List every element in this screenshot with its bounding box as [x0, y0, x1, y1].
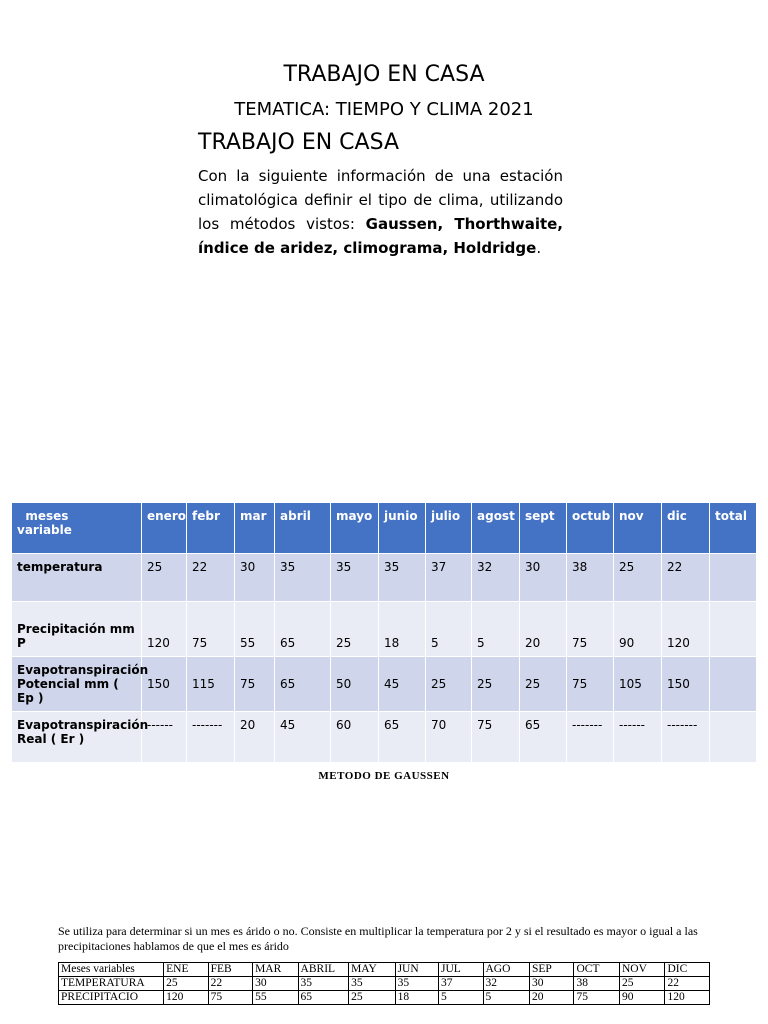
- table-row: [12, 657, 757, 712]
- gaussen-month: OCT: [574, 963, 619, 977]
- table-cell: -------: [187, 712, 235, 763]
- intro-text: Con la siguiente información de una estación climatológica definir el tipo de clima, utilizando los métodos vistos:: [198, 167, 563, 233]
- month-header: junio: [379, 503, 426, 554]
- document-title: TRABAJO EN CASA: [283, 62, 485, 87]
- table-cell: 5: [472, 602, 520, 657]
- gaussen-cell: 35: [395, 977, 438, 991]
- gaussen-row: [59, 991, 710, 1005]
- row-label: Evapotranspiración Real ( Er ): [12, 712, 142, 763]
- gaussen-header-row: [59, 963, 710, 977]
- gaussen-cell: 38: [574, 977, 619, 991]
- row-label: Evapotranspiración Potencial mm ( Ep ): [12, 657, 142, 712]
- month-header: abril: [275, 503, 331, 554]
- table-cell: 65: [275, 657, 331, 712]
- table-cell: 75: [567, 657, 614, 712]
- table-cell: -------: [662, 712, 710, 763]
- gaussen-row-label: PRECIPITACIO: [59, 991, 164, 1005]
- month-header: enero: [142, 503, 187, 554]
- gaussen-month: DIC: [665, 963, 710, 977]
- section-title: TRABAJO EN CASA: [198, 130, 400, 155]
- gaussen-cell: 120: [665, 991, 710, 1005]
- table-cell: 75: [235, 657, 275, 712]
- intro-methods: Gaussen, Thorthwaite, índice de aridez, climograma, Holdridge: [198, 215, 563, 257]
- table-cell: 18: [379, 602, 426, 657]
- intro-paragraph: [198, 164, 563, 260]
- gaussen-cell: 90: [619, 991, 664, 1005]
- table-cell: 25: [520, 657, 567, 712]
- month-header: mar: [235, 503, 275, 554]
- gaussen-month: MAY: [349, 963, 396, 977]
- gaussen-month: ENE: [164, 963, 208, 977]
- table-cell: 120: [662, 602, 710, 657]
- table-cell: 65: [379, 712, 426, 763]
- table-cell: 45: [379, 657, 426, 712]
- table-cell: 38: [567, 554, 614, 602]
- table-cell: 70: [426, 712, 472, 763]
- gaussen-month: MAR: [253, 963, 298, 977]
- gaussen-cell: 22: [208, 977, 252, 991]
- gaussen-cell: 32: [483, 977, 530, 991]
- table-cell: [710, 602, 757, 657]
- table-row: [12, 554, 757, 602]
- month-header: agost: [472, 503, 520, 554]
- gaussen-month: FEB: [208, 963, 252, 977]
- table-row: [12, 712, 757, 763]
- table-cell: ------: [614, 712, 662, 763]
- table-cell: [710, 554, 757, 602]
- table-cell: 75: [472, 712, 520, 763]
- table-cell: 20: [235, 712, 275, 763]
- table-cell: 25: [331, 602, 379, 657]
- gaussen-cell: 22: [665, 977, 710, 991]
- table-cell: 75: [187, 602, 235, 657]
- gaussen-cell: 25: [619, 977, 664, 991]
- intro-end: .: [536, 239, 542, 257]
- table-cell: -------: [567, 712, 614, 763]
- table-cell: 60: [331, 712, 379, 763]
- month-header: dic: [662, 503, 710, 554]
- table-cell: 32: [472, 554, 520, 602]
- gaussen-month: AGO: [483, 963, 530, 977]
- table-cell: 55: [235, 602, 275, 657]
- gaussen-row-label: TEMPERATURA: [59, 977, 164, 991]
- gaussen-cell: 18: [395, 991, 438, 1005]
- table-cell: 25: [142, 554, 187, 602]
- month-header: nov: [614, 503, 662, 554]
- table-cell: 115: [187, 657, 235, 712]
- total-header: total: [710, 503, 757, 554]
- gaussen-month: JUN: [395, 963, 438, 977]
- table-cell: 65: [520, 712, 567, 763]
- table-cell: ------: [142, 712, 187, 763]
- gaussen-cell: 75: [208, 991, 252, 1005]
- gaussen-cell: 120: [164, 991, 208, 1005]
- gaussen-cell: 25: [349, 991, 396, 1005]
- table-cell: 65: [275, 602, 331, 657]
- table-cell: 22: [187, 554, 235, 602]
- table-cell: 35: [275, 554, 331, 602]
- gaussen-row: [59, 977, 710, 991]
- gaussen-cell: 25: [164, 977, 208, 991]
- gaussen-title: METODO DE GAUSSEN: [318, 770, 450, 782]
- table-cell: 90: [614, 602, 662, 657]
- table-cell: 22: [662, 554, 710, 602]
- header-label-cell: meses variable: [12, 503, 142, 554]
- table-cell: 50: [331, 657, 379, 712]
- gaussen-month: NOV: [619, 963, 664, 977]
- gaussen-cell: 20: [530, 991, 574, 1005]
- table-cell: 5: [426, 602, 472, 657]
- table-cell: 45: [275, 712, 331, 763]
- gaussen-cell: 75: [574, 991, 619, 1005]
- row-label: temperatura: [12, 554, 142, 602]
- gaussen-month: ABRIL: [298, 963, 349, 977]
- gaussen-cell: 35: [298, 977, 349, 991]
- table-cell: 150: [142, 657, 187, 712]
- gaussen-header-label: Meses variables: [59, 963, 164, 977]
- table-cell: 150: [662, 657, 710, 712]
- table-cell: 37: [426, 554, 472, 602]
- document-subtitle: TEMATICA: TIEMPO Y CLIMA 2021: [234, 99, 534, 120]
- climate-data-table: [11, 502, 757, 763]
- gaussen-description: Se utiliza para determinar si un mes es árido o no. Consiste en multiplicar la temperatura por 2 y si el resultado es mayor o igual a las precipitaciones hablamos de que el mes es árido: [58, 924, 698, 953]
- gaussen-cell: 30: [530, 977, 574, 991]
- table-cell: 30: [520, 554, 567, 602]
- month-header: sept: [520, 503, 567, 554]
- table-cell: 30: [235, 554, 275, 602]
- gaussen-cell: 35: [349, 977, 396, 991]
- month-header: febr: [187, 503, 235, 554]
- table-cell: 25: [426, 657, 472, 712]
- gaussen-month: SEP: [530, 963, 574, 977]
- gaussen-cell: 5: [439, 991, 483, 1005]
- gaussen-month: JUL: [439, 963, 483, 977]
- gaussen-cell: 30: [253, 977, 298, 991]
- gaussen-cell: 55: [253, 991, 298, 1005]
- table-header-row: [12, 503, 757, 554]
- table-cell: [710, 712, 757, 763]
- table-cell: 105: [614, 657, 662, 712]
- table-cell: 35: [331, 554, 379, 602]
- table-cell: 35: [379, 554, 426, 602]
- table-cell: 120: [142, 602, 187, 657]
- table-cell: 20: [520, 602, 567, 657]
- gaussen-cell: 65: [298, 991, 349, 1005]
- month-header: julio: [426, 503, 472, 554]
- table-cell: 75: [567, 602, 614, 657]
- month-header: octub: [567, 503, 614, 554]
- table-cell: [710, 657, 757, 712]
- table-cell: 25: [614, 554, 662, 602]
- table-cell: 25: [472, 657, 520, 712]
- gaussen-cell: 37: [439, 977, 483, 991]
- table-row: [12, 602, 757, 657]
- row-label: Precipitación mm P: [12, 602, 142, 657]
- gaussen-table: [58, 962, 710, 1005]
- gaussen-cell: 5: [483, 991, 530, 1005]
- month-header: mayo: [331, 503, 379, 554]
